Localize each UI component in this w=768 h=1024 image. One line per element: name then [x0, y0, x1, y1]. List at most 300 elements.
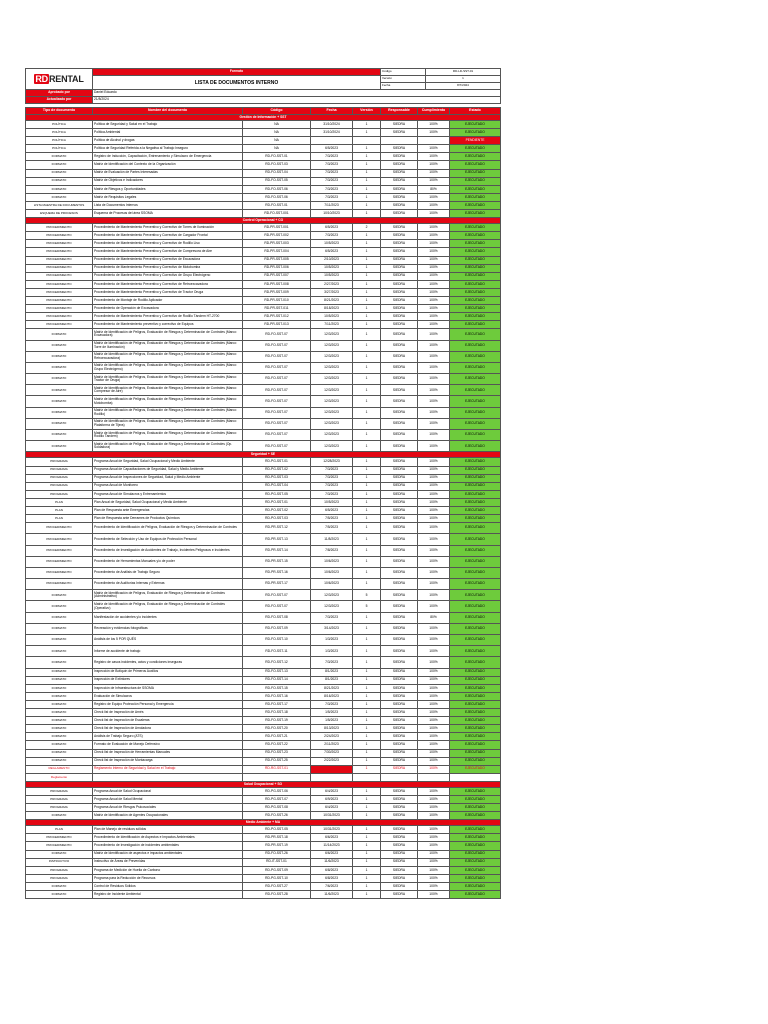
doc-name: Procedimiento de Montaje de Rodillo Aplicador [93, 296, 243, 304]
doc-compliance: 100% [418, 145, 450, 153]
table-row [26, 692, 501, 700]
doc-type: FORMATO [26, 185, 93, 193]
doc-type: FORMATO [26, 700, 93, 708]
doc-compliance: 100% [418, 749, 450, 757]
doc-name: Check list de Inspección de Arnés [93, 709, 243, 717]
doc-compliance: 100% [418, 717, 450, 725]
doc-status: EJECUTADO [450, 506, 501, 514]
doc-version: 1 [353, 842, 381, 850]
column-header-status: Estado [450, 108, 501, 115]
doc-version: 1 [353, 430, 381, 441]
doc-name: Registro de casos incidentes, actos y condiciones inseguras [93, 657, 243, 668]
doc-date: 11/14/2023 [311, 842, 353, 850]
doc-type: POLÍTICA [26, 121, 93, 129]
doc-version: 1 [353, 362, 381, 373]
doc-date: 7/5/2023 [311, 515, 353, 523]
doc-version: 1 [353, 717, 381, 725]
doc-compliance: 80% [418, 185, 450, 193]
doc-responsible: SIEDRA [381, 826, 418, 834]
doc-responsible: SIEDRA [381, 145, 418, 153]
doc-date: 7/30/2023 [311, 749, 353, 757]
table-row [26, 567, 501, 578]
doc-date: 7/3/2023 [311, 490, 353, 498]
doc-name: Recreación y evidencias fotográficas [93, 623, 243, 634]
doc-date: 6/6/2023 [311, 834, 353, 842]
doc-status: EJECUTADO [450, 668, 501, 676]
doc-date: 6/9/2023 [311, 796, 353, 804]
doc-responsible: SIEDRA [381, 749, 418, 757]
doc-type: PROCEDIMIENTO [26, 313, 93, 321]
doc-responsible: SIEDRA [381, 534, 418, 545]
doc-status: EJECUTADO [450, 623, 501, 634]
table-row [26, 787, 501, 795]
doc-code: RD-PR-SST-005 [243, 256, 311, 264]
table-row [26, 374, 501, 385]
doc-code: RD-PR-SST-18 [243, 834, 311, 842]
doc-version: 1 [353, 826, 381, 834]
doc-status: EJECUTADO [450, 842, 501, 850]
doc-status: EJECUTADO [450, 874, 501, 882]
doc-status: EJECUTADO [450, 169, 501, 177]
table-row [26, 121, 501, 129]
doc-type: REGLAMENTO [26, 765, 93, 773]
doc-version: 1 [353, 676, 381, 684]
doc-date: 6/5/2023 [311, 224, 353, 232]
doc-version: 1 [353, 153, 381, 161]
doc-date: 11/6/2023 [311, 858, 353, 866]
table-row [26, 515, 501, 523]
table-row [26, 725, 501, 733]
doc-responsible: SIEDRA [381, 623, 418, 634]
doc-date: 12/3/2023 [311, 351, 353, 362]
doc-version: 1 [353, 692, 381, 700]
doc-date: 12/3/2023 [311, 396, 353, 407]
doc-code: RD-FO-SST-28 [243, 891, 311, 899]
doc-name: Programa Anual de Simulacros y Entrenamientos [93, 490, 243, 498]
doc-name: Procedimiento de Mantenimiento Preventivo y Correctivo de Excavadora [93, 256, 243, 264]
doc-compliance: 100% [418, 842, 450, 850]
doc-responsible: SIEDRA [381, 635, 418, 646]
doc-responsible: SIEDRA [381, 321, 418, 329]
doc-compliance: 100% [418, 545, 450, 556]
doc-date: 12/3/2023 [311, 407, 353, 418]
doc-version: 1 [353, 280, 381, 288]
table-row [26, 874, 501, 882]
table-row [26, 272, 501, 280]
table-row [26, 240, 501, 248]
table-row [26, 749, 501, 757]
doc-type: PROGRAMA [26, 804, 93, 812]
doc-status: EJECUTADO [450, 121, 501, 129]
document-sheet [25, 68, 500, 899]
doc-status: EJECUTADO [450, 458, 501, 466]
doc-version: 1 [353, 757, 381, 765]
doc-compliance: 100% [418, 430, 450, 441]
doc-code: RD-FO-SST-06 [243, 185, 311, 193]
doc-responsible: SIEDRA [381, 474, 418, 482]
doc-date: 12/3/2023 [311, 329, 353, 340]
doc-name: Política de Seguridad y Salud en el Trabajo [93, 121, 243, 129]
doc-compliance: 100% [418, 374, 450, 385]
doc-responsible: SIEDRA [381, 296, 418, 304]
doc-responsible: SIEDRA [381, 210, 418, 218]
doc-status: EJECUTADO [450, 232, 501, 240]
doc-code: RD-FO-SST-27 [243, 882, 311, 890]
table-row [26, 635, 501, 646]
document-list-body [26, 115, 501, 899]
doc-compliance: 100% [418, 340, 450, 351]
doc-code: RD-FO-SST-09 [243, 623, 311, 634]
doc-version: 1 [353, 657, 381, 668]
doc-code: RD-FO-SST-19 [243, 717, 311, 725]
doc-compliance: 100% [418, 458, 450, 466]
doc-date: 2/22/2023 [311, 757, 353, 765]
doc-responsible: SIEDRA [381, 612, 418, 623]
doc-name: Programa Anual de Salud Mental [93, 796, 243, 804]
doc-type: PLAN [26, 515, 93, 523]
doc-status: EJECUTADO [450, 185, 501, 193]
doc-version: 1 [353, 635, 381, 646]
doc-compliance: 100% [418, 210, 450, 218]
doc-name: Registro de Incidente Ambiental [93, 891, 243, 899]
doc-responsible: SIEDRA [381, 362, 418, 373]
doc-name: Procedimiento de Mantenimiento Preventivo y Correctivo de Compresora de Aire [93, 248, 243, 256]
table-row [26, 161, 501, 169]
doc-date: 12/3/2023 [311, 430, 353, 441]
doc-date: 6/4/2023 [311, 804, 353, 812]
doc-date: 6/6/2023 [311, 850, 353, 858]
doc-version: 1 [353, 256, 381, 264]
doc-compliance: 100% [418, 362, 450, 373]
doc-name: Política Ambiental [93, 129, 243, 137]
section-title: Control Operacional + CO [26, 218, 501, 224]
doc-responsible: SIEDRA [381, 121, 418, 129]
table-row [26, 812, 501, 820]
doc-code: RD-FO-SST-22 [243, 741, 311, 749]
meta-value: RD-LD-SST-01 [426, 69, 501, 76]
table-row [26, 329, 501, 340]
doc-date: 7/3/2023 [311, 232, 353, 240]
doc-type: Reglamento [26, 773, 93, 781]
doc-status: EJECUTADO [450, 321, 501, 329]
doc-status: EJECUTADO [450, 351, 501, 362]
doc-version: 1 [353, 482, 381, 490]
doc-version: 1 [353, 749, 381, 757]
table-row [26, 804, 501, 812]
doc-version: 1 [353, 804, 381, 812]
doc-status: EJECUTADO [450, 264, 501, 272]
doc-type: PROCEDIMIENTO [26, 248, 93, 256]
doc-status [450, 773, 501, 781]
doc-version: 1 [353, 498, 381, 506]
table-row [26, 717, 501, 725]
table-row [26, 482, 501, 490]
doc-version: 1 [353, 545, 381, 556]
doc-responsible: SIEDRA [381, 733, 418, 741]
doc-type: FORMATO [26, 657, 93, 668]
doc-date: 10/6/2023 [311, 579, 353, 590]
doc-name: Análisis de los 5 POR QUÉS [93, 635, 243, 646]
doc-version: 1 [353, 466, 381, 474]
doc-version: 1 [353, 741, 381, 749]
doc-code: RD-FO-SST-21 [243, 733, 311, 741]
logo [26, 69, 93, 90]
doc-type: PROCEDIMIENTO [26, 842, 93, 850]
doc-type: FORMATO [26, 882, 93, 890]
doc-compliance: 100% [418, 396, 450, 407]
doc-version [353, 137, 381, 145]
doc-compliance: 100% [418, 169, 450, 177]
table-row [26, 523, 501, 534]
doc-code: RD-PG-SST-04 [243, 482, 311, 490]
doc-responsible: SIEDRA [381, 232, 418, 240]
doc-name: Matriz de Identificación de Peligros, Evaluación de Riesgos y Determinación de Controles (Administrativo) [93, 590, 243, 601]
doc-name: Inspección de Infraestructura de SSOMA [93, 684, 243, 692]
doc-name: Control de Residuos Sólidos [93, 882, 243, 890]
table-row [26, 232, 501, 240]
doc-date: 12/3/2023 [311, 362, 353, 373]
table-row [26, 590, 501, 601]
doc-code: RD-FO-SST-04 [243, 169, 311, 177]
doc-date: 7/3/2023 [311, 161, 353, 169]
doc-version: 1 [353, 169, 381, 177]
doc-type: FORMATO [26, 684, 93, 692]
doc-compliance: 100% [418, 891, 450, 899]
doc-code: RD-FO-SST-07 [243, 601, 311, 612]
doc-code: RD-PR-SST-19 [243, 842, 311, 850]
doc-version: 1 [353, 201, 381, 209]
doc-name: Análisis de Trabajo Seguro (ATS) [93, 733, 243, 741]
doc-status: EJECUTADO [450, 850, 501, 858]
approved-by-label: Aprobado por [26, 90, 93, 97]
doc-compliance: 80% [418, 612, 450, 623]
doc-compliance: 100% [418, 385, 450, 396]
doc-version: 1 [353, 161, 381, 169]
table-row [26, 490, 501, 498]
doc-name: Plan de Respuesta ante Derrames de Productos Químicos [93, 515, 243, 523]
logo-rental: RENTAL [48, 74, 84, 84]
doc-status: EJECUTADO [450, 567, 501, 578]
doc-code: RD-FO-SST-01 [243, 201, 311, 209]
doc-compliance: 100% [418, 280, 450, 288]
doc-code: RD-PG-SST-07 [243, 796, 311, 804]
doc-name: Programa Anual de Monitoreo [93, 482, 243, 490]
doc-name: Matriz de Objetivos e Indicadores [93, 177, 243, 185]
doc-compliance: 100% [418, 153, 450, 161]
doc-type: PLAN [26, 498, 93, 506]
doc-code: RD-FO-SST-23 [243, 749, 311, 757]
updated-by-label: Actualizado por [26, 97, 93, 104]
doc-date: 7/3/2023 [311, 474, 353, 482]
doc-date: 6/8/2023 [311, 874, 353, 882]
doc-status: EJECUTADO [450, 545, 501, 556]
table-row [26, 676, 501, 684]
doc-status: EJECUTADO [450, 601, 501, 612]
doc-type: PROCEDIMIENTO [26, 534, 93, 545]
doc-compliance: 100% [418, 129, 450, 137]
doc-date: 2/27/2023 [311, 280, 353, 288]
doc-code: RD-FO-SST-07 [243, 441, 311, 452]
doc-name: Matriz de Riesgos y Oportunidades [93, 185, 243, 193]
doc-name: Registro de Inducción, Capacitación, Entrenamiento y Simulacro de Emergencia [93, 153, 243, 161]
doc-date: 11/6/2023 [311, 891, 353, 899]
doc-code: RD-PR-SST-13 [243, 534, 311, 545]
doc-date: 7/3/2023 [311, 612, 353, 623]
doc-responsible: SIEDRA [381, 601, 418, 612]
doc-name: Política de Seguridad Referida a la Negativa al Trabajo Inseguro [93, 145, 243, 153]
doc-responsible: SIEDRA [381, 418, 418, 429]
table-row [26, 612, 501, 623]
doc-name: Procedimiento de Mantenimiento preventivo y correctivo de Equipos [93, 321, 243, 329]
doc-version: 1 [353, 858, 381, 866]
table-row [26, 305, 501, 313]
doc-status: EJECUTADO [450, 612, 501, 623]
table-row [26, 407, 501, 418]
doc-version: 1 [353, 210, 381, 218]
doc-status: EJECUTADO [450, 812, 501, 820]
doc-code: RD-PR-SST-001 [243, 224, 311, 232]
doc-type: PROCEDIMIENTO [26, 321, 93, 329]
doc-compliance: 100% [418, 264, 450, 272]
doc-code: RD-PR-SST-17 [243, 579, 311, 590]
doc-responsible: SIEDRA [381, 272, 418, 280]
doc-name: Matriz de Identificación de Peligros, Evaluación de Riesgos y Determinación de Controles (Operativo) [93, 601, 243, 612]
table-row [26, 340, 501, 351]
doc-responsible: SIEDRA [381, 264, 418, 272]
doc-name: Reglamento Interno de Seguridad y Salud en el Trabajo [93, 765, 243, 773]
doc-code: RD-PR-SST-14 [243, 545, 311, 556]
doc-type: PROCEDIMIENTO [26, 545, 93, 556]
table-row [26, 684, 501, 692]
doc-date: 7/3/2023 [311, 185, 353, 193]
doc-type: FORMATO [26, 441, 93, 452]
table-row [26, 137, 501, 145]
doc-compliance: 100% [418, 804, 450, 812]
doc-type: FORMATO [26, 733, 93, 741]
doc-responsible: SIEDRA [381, 374, 418, 385]
doc-type: FORMATO [26, 153, 93, 161]
doc-date: 12/3/2023 [311, 340, 353, 351]
doc-code: RD-FO-SST-07 [243, 340, 311, 351]
doc-responsible: SIEDRA [381, 858, 418, 866]
doc-name: Plan Anual de Seguridad, Salud Ocupacional y Medio Ambiente [93, 498, 243, 506]
doc-code: RD-FO-SST-26 [243, 850, 311, 858]
doc-name: Programa Anual de Capacitaciones de Seguridad, Salud y Medio Ambiente [93, 466, 243, 474]
doc-date: 12/28/2023 [311, 458, 353, 466]
doc-status: EJECUTADO [450, 700, 501, 708]
doc-responsible: SIEDRA [381, 523, 418, 534]
doc-name: Procedimiento de Selección y Uso de Equipos de Protección Personal [93, 534, 243, 545]
doc-status: EJECUTADO [450, 834, 501, 842]
doc-date: 12/3/2023 [311, 418, 353, 429]
doc-date: 10/5/2023 [311, 240, 353, 248]
doc-responsible: SIEDRA [381, 717, 418, 725]
table-row [26, 858, 501, 866]
doc-name: Política de Alcohol y drogas [93, 137, 243, 145]
doc-status: EJECUTADO [450, 534, 501, 545]
doc-date: 7/3/2023 [311, 482, 353, 490]
doc-code: RD-PG-SST-05 [243, 490, 311, 498]
doc-compliance: 100% [418, 441, 450, 452]
doc-name: Procedimiento de Mantenimiento Preventivo y Correctivo de Cargador Frontal [93, 232, 243, 240]
doc-code [243, 773, 311, 781]
doc-status: EJECUTADO [450, 385, 501, 396]
doc-type: FORMATO [26, 193, 93, 201]
doc-date: 2/10/2023 [311, 256, 353, 264]
doc-responsible: SIEDRA [381, 676, 418, 684]
doc-version: 1 [353, 288, 381, 296]
doc-version: 1 [353, 579, 381, 590]
doc-responsible: SIEDRA [381, 340, 418, 351]
doc-name: Procedimiento de Identificación de Aspectos e Impactos Ambientales [93, 834, 243, 842]
table-row [26, 741, 501, 749]
doc-code: RD-PG-SST-02 [243, 466, 311, 474]
doc-compliance: 100% [418, 668, 450, 676]
doc-compliance: 100% [418, 866, 450, 874]
updated-by-value: 21/8/2024 [93, 97, 501, 104]
doc-code: RD-PG-SST-01 [243, 458, 311, 466]
approved-by-value: Daniel Eduardo [93, 90, 501, 97]
doc-name: Procedimiento de Investigación de incidentes ambientales [93, 842, 243, 850]
doc-responsible: SIEDRA [381, 882, 418, 890]
table-row [26, 506, 501, 514]
doc-date: 6/8/2023 [311, 866, 353, 874]
doc-name: Procedimiento de Mantenimiento Preventivo y Correctivo de Retroexcavadora [93, 280, 243, 288]
doc-name: Inspección de Botiquín de Primeros Auxilios [93, 668, 243, 676]
doc-type: FORMATO [26, 374, 93, 385]
doc-date [311, 773, 353, 781]
doc-code: RD-FO-SST-03 [243, 161, 311, 169]
doc-version: 1 [353, 418, 381, 429]
doc-version: 1 [353, 396, 381, 407]
doc-status: EJECUTADO [450, 590, 501, 601]
doc-code: RD-FO-SST-07 [243, 430, 311, 441]
doc-version: 1 [353, 725, 381, 733]
doc-type: PROCEDIMIENTO [26, 305, 93, 313]
doc-name: Check list de Inspección de Montacarga [93, 757, 243, 765]
doc-compliance: 100% [418, 474, 450, 482]
doc-compliance: 100% [418, 407, 450, 418]
doc-date: 31/10/2024 [311, 121, 353, 129]
doc-status: EJECUTADO [450, 362, 501, 373]
doc-code: RD-FO-SST-16 [243, 692, 311, 700]
doc-date: 7/3/2023 [311, 153, 353, 161]
doc-version: 1 [353, 374, 381, 385]
section-title: Gestión de Información + SST [26, 115, 501, 121]
doc-type: PROCEDIMIENTO [26, 288, 93, 296]
doc-responsible: SIEDRA [381, 385, 418, 396]
doc-date: 10/31/2023 [311, 826, 353, 834]
doc-version: 1 [353, 834, 381, 842]
doc-name: Matriz de Identificación de Agentes Ocupacionales [93, 812, 243, 820]
doc-type: PROGRAMA [26, 866, 93, 874]
doc-name: Plan de Respuesta ante Emergencias [93, 506, 243, 514]
doc-type: FORMATO [26, 891, 93, 899]
doc-type: FORMATO [26, 590, 93, 601]
doc-name: Check list de Inspección de Amoladora [93, 725, 243, 733]
doc-code: RD-FO-SST-07 [243, 374, 311, 385]
doc-date: 7/3/2023 [311, 193, 353, 201]
doc-date: 8/21/2023 [311, 296, 353, 304]
doc-status: EJECUTADO [450, 430, 501, 441]
doc-type: PLAN [26, 826, 93, 834]
doc-status: EJECUTADO [450, 556, 501, 567]
doc-date: 10/6/2023 [311, 556, 353, 567]
doc-date: 10/6/2023 [311, 567, 353, 578]
doc-compliance: 100% [418, 418, 450, 429]
doc-date: 1/3/2023 [311, 646, 353, 657]
doc-type: LISTA MAESTRA DE DOCUMENTOS [26, 201, 93, 209]
